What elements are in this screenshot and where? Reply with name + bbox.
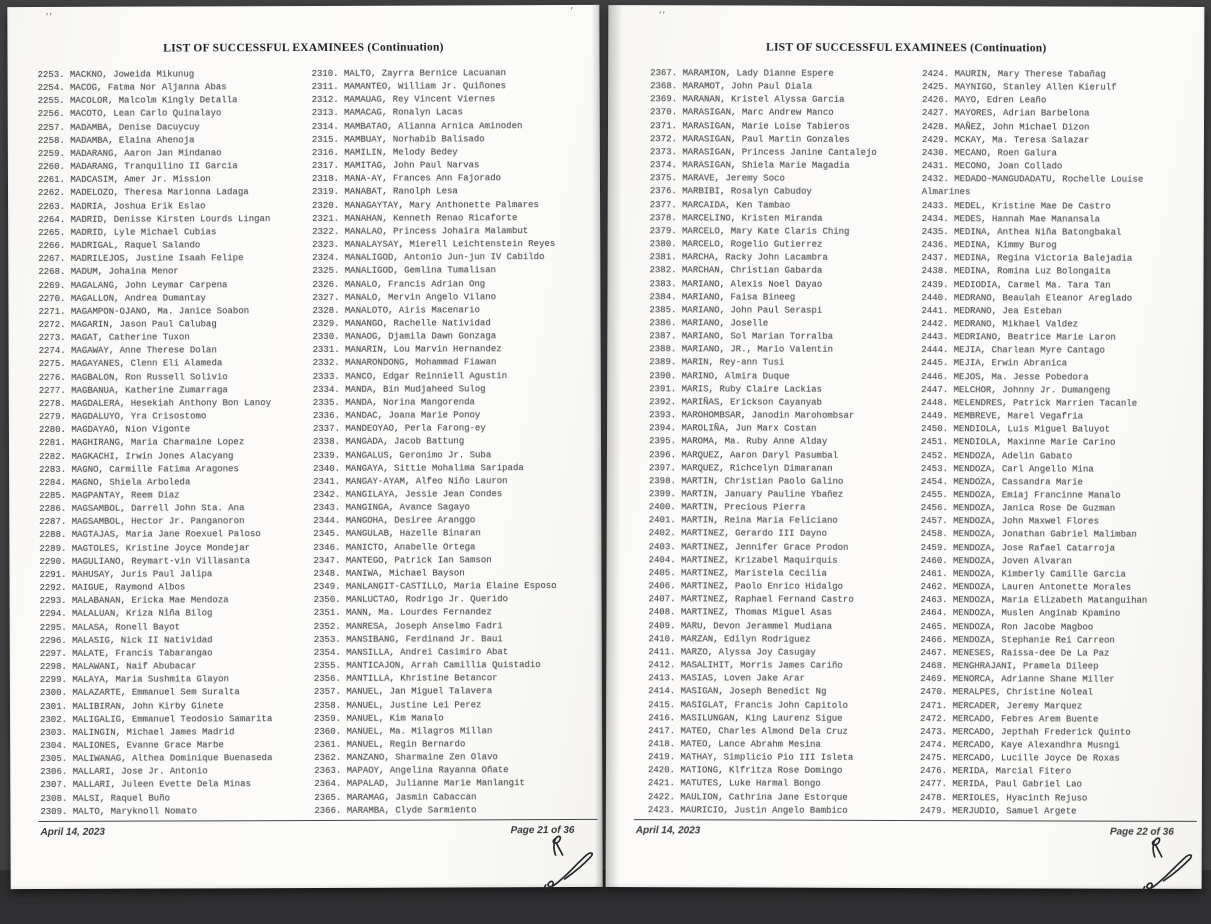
examinee-entry: 2274. MAGAWAY, Anne Therese Dolan [38, 345, 217, 357]
examinee-entry: 2339. MANGALUS, Geronimo Jr. Suba [313, 449, 492, 461]
examinee-entry: 2365. MARAMAG, Jasmin Cabaccan [314, 791, 477, 803]
handwritten-signature [539, 847, 601, 893]
examinee-entry: 2466. MENDOZA, Stephanie Rei Carreon [920, 634, 1115, 646]
examinee-entry: 2352. MANRESA, Joseph Anselmo Fadri [313, 620, 503, 632]
examinee-entry: 2371. MARASIGAN, Marie Loise Tabieros [649, 120, 850, 132]
examinee-entry: 2340. MANGAYA, Sittie Mohalima Saripada [313, 462, 524, 474]
examinee-entry: 2309. MALTO, Maryknoll Nomato [40, 806, 198, 817]
examinee-entry: 2302. MALIGALIG, Emmanuel Teodosio Samarita [40, 713, 273, 725]
examinee-entry: 2474. MERCADO, Kaye Alexandhra Musngi [920, 740, 1120, 751]
examinee-entry: 2446. MEJOS, Ma. Jesse Pobedora [921, 371, 1089, 383]
examinee-entry: 2385. MARIANO, John Paul Seraspi [649, 305, 823, 316]
examinee-entry: 2269. MAGALANG, John Leymar Carpena [38, 279, 228, 291]
examinee-entry: 2425. MAYNIGO, Stanley Allen Kierulf [922, 82, 1117, 93]
examinee-entry: 2342. MANGILAYA, Jessie Jean Condes [313, 489, 503, 500]
examinee-entry: 2347. MANTEGO, Patrick Ian Samson [313, 555, 492, 566]
examinee-entry: 2436. MEDINA, Kimmy Burog [921, 240, 1057, 251]
examinee-entry: 2412. MASALIHIT, Morris James Cariño [648, 660, 843, 671]
footer-divider [634, 819, 1197, 822]
examinee-entry: 2253. MACKNO, Joweida Mikunug [37, 69, 195, 81]
examinee-entry: 2420. MATIONG, Klfritza Rose Domingo [647, 765, 843, 777]
examinee-entry: 2464. MENDOZA, Muslen Anginab Kpamino [920, 608, 1121, 620]
examinee-entry: 2333. MANCO, Edgar Reinniell Agustin [312, 370, 508, 382]
examinee-entry: 2361. MANUEL, Regin Bernardo [314, 739, 466, 750]
examinee-entry: 2296. MALASIG, Nick II Natividad [39, 635, 213, 646]
examinee-entry: 2477. MERIDA, Paul Gabriel Lao [919, 779, 1082, 790]
examinee-entry: 2431. MECONO, Joan Collado [921, 161, 1063, 172]
examinee-entry: 2348. MANIWA, Michael Bayson [313, 568, 465, 579]
examinee-entry: 2257. MADAMBA, Denise Dacuycuy [37, 122, 200, 133]
examinee-entry: 2410. MARZAN, Edilyn Rodriguez [648, 633, 811, 645]
examinee-entry: 2283. MAGNO, Carmille Fatima Aragones [39, 463, 239, 475]
examinee-entry: 2444. MEJIA, Charlean Myre Cantago [921, 345, 1105, 356]
examinee-entry: 2330. MANAOG, Djamila Dawn Gonzaga [312, 331, 497, 343]
examinee-entry: 2341. MANGAY-AYAM, Alfeo Niño Lauron [313, 476, 508, 487]
examinee-entry: 2266. MADRIGAL, Raquel Salando [38, 240, 201, 252]
examinee-entry: 2432. MEDADO-MANGUDADATU, Rochelle Louise Almarines [921, 174, 1144, 198]
examinee-columns [648, 67, 1180, 819]
examinee-entry: 2318. MANA-AY, Frances Ann Fajorado [311, 173, 502, 185]
examinee-entry: 2315. MAMBUAY, Norhabib Balisado [311, 134, 485, 145]
examinee-entry: 2364. MAPALAD, Julianne Marie Manlangit [314, 778, 525, 790]
examinee-entry: 2419. MATHAY, Simplicio Pio III Isleta [648, 752, 854, 763]
examinee-entry: 2301. MALIBIRAN, John Kirby Ginete [39, 700, 224, 712]
examinee-entry: 2459. MENDOZA, Jose Rafael Catarroja [920, 542, 1116, 554]
examinee-entry: 2465. MENDOZA, Ron Jacobe Magboo [920, 621, 1094, 633]
pen-mark: ’’ [45, 10, 53, 24]
examinee-entry: 2291. MAHUSAY, Juris Paul Jalipa [39, 569, 213, 580]
examinee-entry: 2279. MAGDALUYO, Yra Crisostomo [38, 411, 207, 423]
examinee-entry: 2417. MATEO, Charles Almond Dela Cruz [648, 726, 848, 737]
examinee-entry: 2369. MARANAN, Kristel Alyssa Garcia [650, 94, 845, 106]
examinee-entry: 2292. MAIGUE, Raymond Albos [39, 582, 186, 594]
examinee-entry: 2323. MANALAYSAY, Mierell Leichtenstein Reyes [312, 239, 556, 251]
examinee-entry: 2400. MARTIN, Precious Pierra [648, 502, 806, 513]
examinee-entry: 2478. MERIOLES, Hyacinth Rejuso [919, 792, 1088, 804]
examinee-entry: 2449. MEMBREVE, Marel Vegafria [921, 411, 1084, 422]
examinee-entry: 2328. MANALOTO, Airis Macenario [312, 305, 480, 316]
examinee-entry: 2428. MAÑEZ, John Michael Dizon [921, 121, 1090, 133]
examinee-entry: 2380. MARCELO, Rogelio Gutierrez [649, 239, 823, 250]
examinee-entry: 2418. MATEO, Lance Abrahm Mesina [648, 739, 821, 750]
examinee-entry: 2445. MEJIA, Erwin Abranica [921, 358, 1068, 369]
examinee-entry: 2367. MARAMION, Lady Dianne Espere [650, 68, 834, 79]
examinee-entry: 2447. MELCHOR, Johnny Jr. Dumangeng [921, 384, 1111, 396]
examinee-entry: 2389. MARIN, Rey-ann Tusi [649, 357, 785, 369]
examinee-entry: 2319. MANABAT, Ranolph Lesa [312, 186, 458, 198]
examinee-entry: 2343. MANGINGA, Avance Sagayo [313, 502, 470, 514]
examinee-entry: 2375. MARAVE, Jeremy Soco [649, 173, 785, 184]
examinee-entry: 2271. MAGAMPON-OJANO, Ma. Janice Soabon [38, 306, 250, 317]
examinee-entry: 2388. MARIANO, JR., Mario Valentin [649, 344, 833, 356]
examinee-entry: 2414. MASIGAN, Joseph Benedict Ng [648, 686, 827, 698]
examinee-entry: 2262. MADELOZO, Theresa Marionna Ladaga [38, 187, 249, 199]
examinee-entry: 2415. MASIGLAT, Francis John Capitolo [648, 699, 849, 711]
examinee-entry: 2372. MARASIGAN, Paul Martin Gonzales [649, 133, 850, 145]
examinee-entry: 2366. MARAMBA, Clyde Sarmiento [314, 805, 477, 816]
examinee-entry: 2457. MENDOZA, John Maxwel Flores [920, 516, 1100, 527]
examinee-entry: 2399. MARTIN, January Pauline Ybañez [648, 489, 844, 500]
examinee-entry: 2298. MALAWANI, Naif Abubacar [39, 661, 197, 673]
examinee-entry: 2460. MENDOZA, Joven Alvaran [920, 555, 1072, 567]
examinee-entry: 2316. MAMILIN, Melody Bedey [311, 147, 458, 158]
examinee-entry: 2263. MADRIA, Joshua Erik Eslao [38, 200, 206, 212]
examinee-entry: 2290. MAGULIANO, Reymart-vin Villasanta [39, 555, 251, 567]
footer-date: April 14, 2023 [40, 826, 105, 839]
examinee-entry: 2351. MANN, Ma. Lourdes Fernandez [313, 607, 492, 619]
examinee-entry: 2402. MARTINEZ, Gerardo III Dayno [648, 528, 827, 540]
pen-mark: ’ [569, 4, 574, 18]
examinee-entry: 2312. MAMAUAG, Rey Vincent Viernes [311, 94, 496, 106]
examinee-entry: 2354. MANSILLA, Andrei Casimiro Abat [313, 647, 509, 658]
examinee-entry: 2386. MARIANO, Joselle [649, 318, 769, 329]
examinee-entry: 2261. MADCASIM, Amer Jr. Mission [37, 174, 211, 186]
examinee-entry: 2308. MALSI, Raquel Buño [40, 793, 170, 804]
examinee-entry: 2337. MANDEOYAO, Perla Farong-ey [312, 423, 486, 435]
examinee-entry: 2438. MEDINA, Romina Luz Bolongaita [921, 266, 1111, 277]
examinee-entry: 2398. MARTIN, Christian Paolo Galino [648, 476, 844, 487]
examinee-entry: 2303. MALINGIN, Michael James Madrid [40, 727, 235, 738]
examinee-entry: 2379. MARCELO, Mary Kate Claris Ching [649, 226, 850, 237]
examinee-entry: 2260. MADARANG, Tranquilino II Garcia [37, 161, 238, 173]
examinee-entry: 2314. MAMBATAO, Alianna Arnica Aminoden [311, 120, 523, 132]
examinee-entry: 2381. MARCHA, Racky John Lacambra [649, 252, 828, 263]
examinee-entry: 2255. MACOLOR, Malcolm Kingly Detalla [37, 95, 238, 107]
examinee-entry: 2357. MANUEL, Jan Miguel Talavera [313, 686, 493, 698]
examinee-entry: 2409. MARU, Devon Jerammel Mudiana [648, 620, 833, 632]
examinee-entry: 2363. MAPAOY, Angelina Rayanna Oñate [314, 765, 509, 777]
examinee-entry: 2335. MANDA, Norina Mangorenda [312, 397, 475, 408]
examinee-entry: 2275. MAGAYANES, Clenn Eli Alameda [38, 358, 223, 370]
examinee-entry: 2437. MEDINA, Regina Victoria Balejadia [921, 253, 1133, 264]
examinee-entry: 2306. MALLARI, Jose Jr. Antonio [40, 766, 208, 778]
examinee-entry: 2355. MANTICAJON, Arrah Camillia Quistadio [313, 660, 541, 671]
examinee-entry: 2294. MALALUAN, Kriza Niña Bilog [39, 608, 213, 620]
scanned-page-22 [606, 5, 1205, 889]
examinee-entry: 2321. MANAHAN, Kenneth Renao Ricaforte [312, 212, 518, 224]
examinee-entry: 2368. MARAMOT, John Paul Diala [650, 81, 813, 92]
examinee-entry: 2383. MARIANO, Alexis Noel Dayao [649, 278, 823, 290]
examinee-entry: 2456. MENDOZA, Janica Rose De Guzman [920, 503, 1116, 514]
examinee-entry: 2287. MAGSAMBOL, Hector Jr. Panganoron [39, 516, 245, 528]
examinee-entry: 2332. MANARONDONG, Mohammad Fiawan [312, 357, 497, 369]
examinee-entry: 2374. MARASIGAN, Shiela Marie Magadia [649, 160, 850, 171]
examinee-entry: 2377. MARCAIDA, Ken Tambao [649, 199, 791, 211]
examinee-entry: 2442. MEDRANO, Mikhael Valdez [921, 319, 1079, 330]
examinee-entry: 2281. MAGHIRANG, Maria Charmaine Lopez [38, 437, 245, 449]
examinee-entry: 2443. MEDRIANO, Beatrice Marie Laron [921, 332, 1116, 343]
examinee-entry: 2462. MENDOZA, Lauren Antonette Morales [920, 582, 1132, 593]
examinee-entry: 2416. MASILUNGAN, King Laurenz Sigue [648, 712, 843, 724]
examinee-entry: 2463. MENDOZA, Maria Elizabeth Matanguihan [920, 595, 1148, 607]
examinee-entry: 2393. MAROHOMBSAR, Janodin Marohombsar [649, 410, 855, 421]
examinee-entry: 2270. MAGALLON, Andrea Dumantay [38, 293, 206, 304]
examinee-entry: 2470. MERALPES, Christine Noleal [920, 687, 1094, 698]
examinee-entry: 2277. MAGBANUA, Katherine Zumarraga [38, 385, 228, 396]
examinee-entry: 2284. MAGNO, Shiela Arboleda [39, 477, 191, 488]
examinee-column-right [920, 68, 1180, 819]
examinee-entry: 2349. MANLANGIT-CASTILLO, Maria Elaine Esposo [313, 581, 557, 593]
examinee-entry: 2404. MARTINEZ, Krizabel Maquirquis [648, 554, 838, 566]
examinee-entry: 2384. MARIANO, Faisa Bineeg [649, 291, 796, 303]
examinee-entry: 2454. MENDOZA, Cassandra Marie [920, 476, 1083, 488]
examinee-entry: 2469. MENORCA, Adrianne Shane Miller [920, 674, 1115, 685]
examinee-entry: 2472. MERCADO, Febres Arem Buente [920, 713, 1099, 725]
examinee-entry: 2455. MENDOZA, Emiaj Francinne Manalo [920, 490, 1121, 501]
examinee-entry: 2258. MADAMBA, Elaina Ahenoja [37, 135, 195, 146]
examinee-entry: 2423. MAURICIO, Justin Angelo Bambico [647, 804, 848, 816]
examinee-entry: 2272. MAGARIN, Jason Paul Calubag [38, 319, 217, 330]
examinee-entry: 2476. MERIDA, Marcial Fitero [919, 766, 1072, 777]
examinee-entry: 2421. MATUTES, Luke Harmal Bongo [647, 778, 821, 790]
examinee-entry: 2413. MASIAS, Loven Jake Arar [648, 673, 805, 684]
examinee-entry: 2259. MADARANG, Aaron Jan Mindanao [37, 148, 222, 159]
examinee-entry: 2304. MALIONES, Evanne Grace Marbe [40, 740, 224, 751]
examinee-entry: 2295. MALASA, Ronell Bayot [39, 622, 181, 633]
examinee-entry: 2327. MANALO, Mervin Angelo Vilano [312, 291, 497, 303]
examinee-entry: 2373. MARASIGAN, Princess Janine Cantalejo [649, 147, 877, 158]
examinee-entry: 2267. MADRILEJOS, Justine Isaah Felipe [38, 253, 244, 265]
examinee-entry: 2345. MANGULAB, Hazelle Binaran [313, 528, 481, 540]
footer-page-number: Page 22 of 36 [1109, 826, 1174, 838]
examinee-entry: 2479. MERJUDIO, Samuel Argete [919, 805, 1077, 817]
examinee-entry: 2461. MENDOZA, Kimberly Camille Garcia [920, 568, 1126, 580]
examinee-entry: 2451. MENDIOLA, Maxinne Marie Carino [920, 437, 1116, 449]
footer-page-number: Page 21 of 36 [510, 824, 575, 837]
examinee-entry: 2353. MANSIBANG, Ferdinand Jr. Baui [313, 633, 503, 645]
examinee-entry: 2336. MANDAC, Joana Marie Ponoy [312, 410, 481, 422]
examinee-entry: 2434. MEDES, Hannah Mae Manansala [921, 213, 1100, 225]
examinee-entry: 2305. MALIWANAG, Althea Dominique Buenaseda [40, 753, 273, 765]
page-title: LIST OF SUCCESSFUL EXAMINEES (Continuation) [766, 41, 1047, 55]
examinee-entry: 2344. MANGOHA, Desiree Aranggo [313, 515, 476, 527]
examinee-entry: 2471. MERCADER, Jeremy Marquez [920, 700, 1083, 712]
examinee-entry: 2320. MANAGAYTAY, Mary Anthonette Palmares [312, 199, 539, 211]
examinee-entry: 2370. MARASIGAN, Marc Andrew Manco [650, 107, 834, 119]
examinee-entry: 2427. MAYORES, Adrian Barbelona [922, 108, 1090, 120]
examinee-entry: 2387. MARIANO, Sol Marian Torralba [649, 331, 834, 342]
examinee-entry: 2356. MANTILLA, Khristine Betancor [313, 673, 498, 685]
examinee-entry: 2313. MAMACAG, Ronalyn Lacas [311, 107, 463, 119]
examinee-entry: 2331. MANARIN, Lou Marvin Hernandez [312, 344, 502, 356]
examinee-entry: 2322. MANALAO, Princess Johaira Malambut [312, 226, 529, 237]
examinee-entry: 2326. MANALO, Francis Adrian Ong [312, 278, 486, 290]
handwritten-signature [1138, 849, 1200, 895]
examinee-entry: 2317. MAMITAG, John Paul Narvas [311, 160, 480, 172]
examinee-entry: 2453. MENDOZA, Carl Angello Mina [920, 463, 1094, 475]
examinee-entry: 2334. MANDA, Bin Mudjaheed Sulog [312, 384, 486, 395]
examinee-entry: 2475. MERCADO, Lucille Joyce De Roxas [920, 753, 1120, 764]
examinee-entry: 2397. MARQUEZ, Richcelyn Dimaranan [648, 462, 833, 474]
examinee-entry: 2324. MANALIGOD, Antonio Jun-jun IV Cabildo [312, 252, 545, 264]
examinee-entry: 2289. MAGTOLES, Kristine Joyce Mondejar [39, 542, 251, 554]
examinee-entry: 2430. MECANO, Roen Galura [921, 147, 1057, 159]
examinee-entry: 2264. MADRID, Denisse Kirsten Lourds Lingan [38, 213, 271, 225]
examinee-entry: 2256. MACOTO, Lean Carlo Quinalayo [37, 108, 222, 120]
examinee-entry: 2448. MELENDRES, Patrick Marrien Tacanle [921, 397, 1138, 409]
examinee-entry: 2395. MAROMA, Ma. Ruby Anne Alday [649, 436, 828, 448]
examinee-entry: 2405. MARTINEZ, Maristela Cecilia [648, 568, 827, 579]
examinee-entry: 2329. MANANGO, Rachelle Natividad [312, 318, 491, 329]
examinee-columns [38, 67, 573, 819]
examinee-entry: 2458. MENDOZA, Jonathan Gabriel Malimban [920, 529, 1137, 541]
examinee-entry: 2382. MARCHAN, Christian Gabarda [649, 265, 823, 277]
examinee-entry: 2299. MALAYA, Maria Sushmita Glayon [39, 674, 229, 686]
examinee-entry: 2378. MARCELINO, Kristen Miranda [649, 212, 823, 224]
examinee-entry: 2391. MARIS, Ruby Claire Lackias [649, 383, 823, 395]
examinee-entry: 2358. MANUEL, Justine Lei Perez [313, 699, 482, 711]
examinee-entry: 2293. MALABANAN, Ericka Mae Mendoza [39, 595, 229, 607]
examinee-entry: 2450. MENDIOLA, Luis Miguel Baluyot [921, 424, 1111, 435]
examinee-entry: 2441. MEDRANO, Jea Esteban [921, 305, 1062, 317]
examinee-entry: 2403. MARTINEZ, Jennifer Grace Prodon [648, 541, 849, 553]
examinee-column-left [648, 67, 908, 818]
examinee-entry: 2408. MARTINEZ, Thomas Miguel Asas [648, 607, 833, 619]
examinee-entry: 2297. MALATE, Francis Tabarangao [39, 648, 213, 659]
examinee-entry: 2435. MEDINA, Anthea Niña Batongbakal [921, 226, 1122, 238]
pen-mark: ’’ [658, 9, 666, 23]
examinee-entry: 2424. MAURIN, Mary Therese Tabañag [922, 69, 1106, 80]
examinee-entry: 2360. MANUEL, Ma. Milagros Millan [314, 726, 493, 737]
examinee-column-left [38, 68, 299, 819]
examinee-entry: 2406. MARTINEZ, Paolo Enrico Hidalgo [648, 581, 844, 592]
examinee-entry: 2265. MADRID, Lyle Michael Cubias [38, 227, 217, 238]
examinee-entry: 2376. MARBIBI, Rosalyn Cabudoy [649, 186, 812, 198]
examinee-entry: 2273. MAGAT, Catherine Tuxon [38, 332, 190, 344]
examinee-entry: 2362. MANZANO, Sharmaine Zen Olavo [314, 752, 498, 764]
examinee-entry: 2401. MARTIN, Reina Maria Feliciano [648, 515, 838, 527]
examinee-entry: 2433. MEDEL, Kristine Mae De Castro [921, 200, 1111, 212]
examinee-entry: 2310. MALTO, Zayrra Bernice Lacuanan [311, 68, 507, 79]
examinee-entry: 2285. MAGPANTAY, Reem Diaz [39, 490, 180, 502]
examinee-entry: 2282. MAGKACHI, Irwin Jones Alacyang [39, 450, 234, 462]
scanned-page-21 [7, 5, 602, 889]
examinee-entry: 2396. MARQUEZ, Aaron Daryl Pasumbal [648, 449, 839, 461]
examinee-entry: 2452. MENDOZA, Adelin Gabato [920, 450, 1073, 462]
examinee-entry: 2325. MANALIGOD, Gemlina Tumalisan [312, 265, 496, 277]
examinee-entry: 2254. MACOG, Fatma Nor Aljanna Abas [37, 82, 227, 94]
examinee-entry: 2468. MENGHRAJANI, Pramela Dileep [920, 661, 1099, 672]
examinee-entry: 2350. MANLUCTAO, Rodrigo Jr. Querido [313, 594, 509, 606]
examinee-column-right [312, 67, 573, 818]
examinee-entry: 2407. MARTINEZ, Raphael Fernand Castro [648, 594, 854, 606]
examinee-entry: 2286. MAGSAMBOL, Darrell John Sta. Ana [39, 503, 245, 515]
examinee-entry: 2426. MAYO, Edren Leaño [922, 95, 1047, 106]
examinee-entry: 2276. MAGBALON, Ron Russell Solivio [38, 371, 228, 383]
examinee-entry: 2473. MERCADO, Jepthah Frederick Quinto [920, 726, 1131, 738]
examinee-entry: 2411. MARZO, Alyssa Joy Casugay [648, 647, 816, 658]
examinee-entry: 2307. MALLARI, Juleen Evette Dela Minas [40, 779, 251, 791]
examinee-entry: 2390. MARINO, Almira Duque [649, 370, 790, 382]
examinee-entry: 2278. MAGDALERA, Hesekiah Anthony Bon Lanoy [38, 398, 272, 409]
footer-divider [38, 819, 597, 822]
examinee-entry: 2300. MALAZARTE, Emmanuel Sem Suralta [39, 687, 240, 699]
examinee-entry: 2422. MAULION, Cathrina Jane Estorque [647, 791, 848, 803]
page-title: LIST OF SUCCESSFUL EXAMINEES (Continuation) [163, 41, 444, 55]
examinee-entry: 2338. MANGADA, Jacob Battung [312, 436, 465, 448]
examinee-entry: 2394. MAROLIÑA, Jun Marx Costan [649, 423, 817, 434]
examinee-entry: 2359. MANUEL, Kim Manalo [314, 713, 444, 724]
examinee-entry: 2280. MAGDAYAO, Nion Vigonte [38, 424, 191, 436]
examinee-entry: 2311. MAMANTEO, William Jr. Quiñones [311, 81, 507, 93]
examinee-entry: 2439. MEDIODIA, Carmel Ma. Tara Tan [921, 279, 1111, 291]
examinee-entry: 2268. MADUM, Johaina Menor [38, 266, 179, 278]
examinee-entry: 2467. MENESES, Raissa-dee De La Paz [920, 647, 1110, 659]
examinee-entry: 2346. MANICTO, Anabelle Ortega [313, 541, 476, 553]
footer-date: April 14, 2023 [635, 825, 701, 837]
examinee-entry: 2392. MARIÑAS, Erickson Cayanyab [649, 397, 822, 408]
examinee-entry: 2429. MCKAY, Ma. Teresa Salazar [921, 134, 1090, 146]
examinee-entry: 2288. MAGTAJAS, Maria Jane Roexuel Paloso [39, 529, 261, 541]
examinee-entry: 2440. MEDRANO, Beaulah Eleanor Areglado [921, 292, 1133, 304]
